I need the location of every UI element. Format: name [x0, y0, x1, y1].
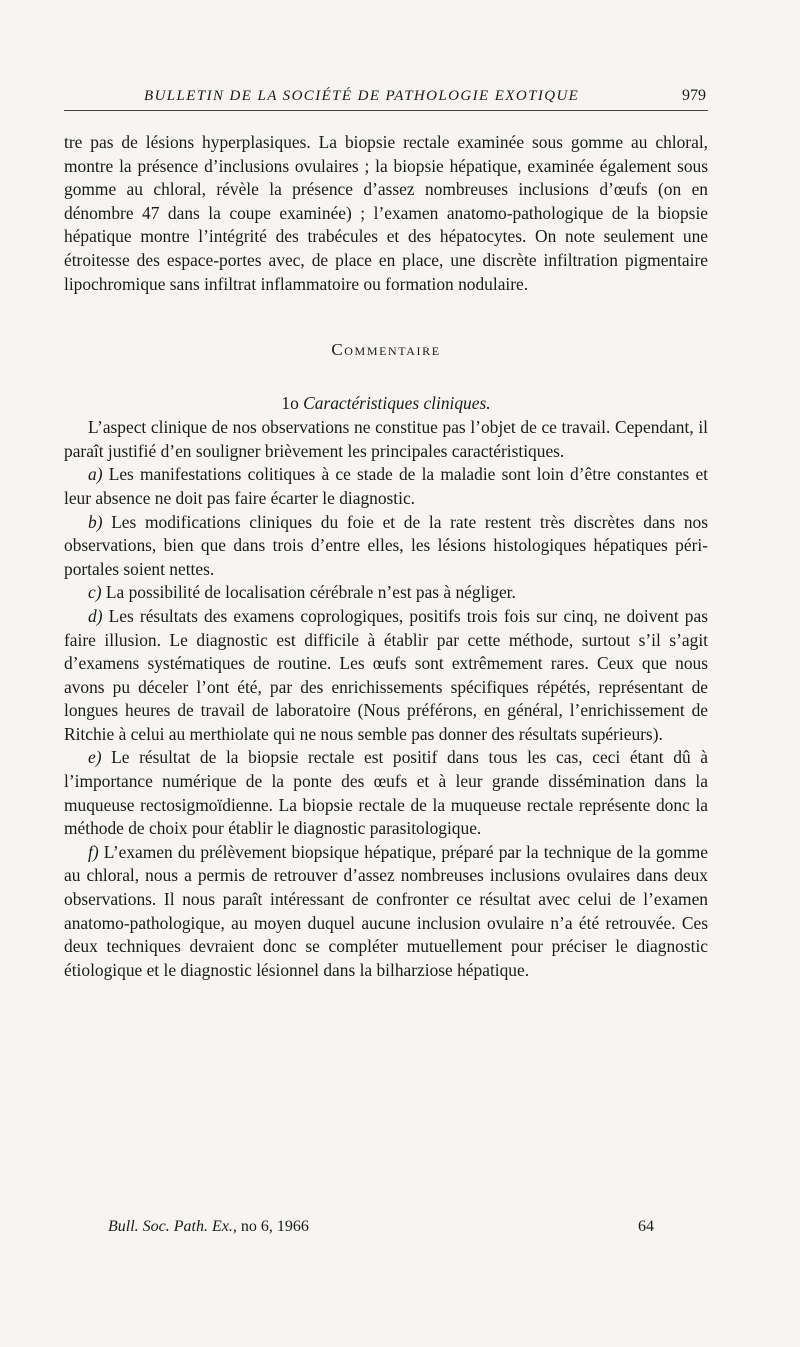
subsection-number: 1o [281, 393, 299, 414]
journal-abbreviation: Bull. Soc. Path. Ex. [108, 1218, 233, 1235]
article-body [64, 131, 708, 982]
page-footer [64, 1218, 708, 1242]
subsection-title: Caractéristiques cliniques. [303, 393, 491, 414]
item-text: Les modifications cliniques du foie et de la rate restent très discrètes dans nos observations, bien que dans trois d’entre elles, les lésions histologiques hépatiques péri-portales soient nettes. [64, 511, 708, 579]
item-text: La possibilité de localisation cérébrale n’est pas à négliger. [105, 582, 516, 603]
signature-mark: 64 [638, 1218, 654, 1235]
item-letter: e) [88, 747, 102, 768]
list-item-e [64, 746, 708, 840]
item-letter: f) [88, 841, 99, 862]
issue-info: , no 6, 1966 [232, 1218, 309, 1235]
item-text: L’examen du prélèvement biopsique hépatique, préparé par la technique de la gomme au chloral, nous a permis de retrouver d’assez nombreuses inclusions ovulaires dans deux observations. Il nous paraît intéressant de confronter ce résultat avec celui de l’examen anatomo-pathologique, au moyen duquel aucune inclusion ovulaire n’a été retrouvée. Ces deux techniques devraient donc se compléter mutuellement pour préciser le diagnostic étiologique et le diagnostic lésionnel dans la bilharziose hépatique. [64, 841, 708, 980]
item-text: Les résultats des examens coprologiques, positifs trois fois sur cinq, ne doivent pas faire illusion. Le diagnostic est difficile à établir par cette méthode, surtout s’il s’agit d’examens systématiques de routine. Les œufs sont extrêmement rares. Ceux que nous avons pu déceler l’ont été, par des enrichissements spécifiques répétés, représentant de longues heures de travail de laboratoire (Nous préférons, en général, l’enrichissement de Ritchie à celui au merthiolate qui ne nous semble pas donner des résultats supérieurs). [64, 605, 708, 744]
item-letter: a) [88, 464, 103, 485]
list-item-f [64, 841, 708, 983]
list-item-c [64, 581, 708, 605]
list-item-d [64, 605, 708, 747]
item-letter: c) [88, 582, 102, 603]
intro-paragraph: tre pas de lésions hyperplasiques. La biopsie rectale examinée sous gomme au chloral, montre la présence d’inclusions ovulaires ; la biopsie hépatique, examinée également sous gomme au chloral, révèle la présence d’assez nombreuses inclusions d’œufs (on en dénombre 47 dans la coupe examinée) ; l’examen anatomo-pathologique de la biopsie hépatique montre l’intégrité des trabécules et des hépatocytes. On note seulement une étroitesse des espace-portes avec, de place en place, une discrète infiltration pigmentaire lipochromique sans infiltrat inflammatoire ou formation nodulaire. [64, 132, 708, 294]
item-text: Le résultat de la biopsie rectale est positif dans tous les cas, ceci étant dû à l’importance numérique de la ponte des œufs et à leur grande dissémination dans la muqueuse rectosigmoïdienne. La biopsie rectale de la muqueuse rectale représente donc la méthode de choix pour établir le diagnostic parasitologique. [64, 747, 708, 839]
header-rule [64, 110, 708, 111]
page-number: 979 [682, 87, 706, 104]
clinical-intro-paragraph: L’aspect clinique de nos observations ne constitue pas l’objet de ce travail. Cependant, il paraît justifié d’en souligner brièvement les principales caractéristiques. [64, 417, 708, 461]
list-item-a [64, 463, 708, 510]
running-header [64, 82, 708, 110]
section-heading: Commentaire [331, 340, 441, 360]
item-letter: d) [88, 605, 103, 626]
item-letter: b) [88, 511, 103, 532]
item-text: Les manifestations colitiques à ce stade de la maladie sont loin d’être constantes et leur absence ne doit pas faire écarter le diagnostic. [64, 464, 708, 508]
journal-page [64, 82, 708, 1235]
running-title: BULLETIN DE LA SOCIÉTÉ DE PATHOLOGIE EXOTIQUE [144, 88, 580, 104]
subsection-heading [64, 392, 708, 416]
list-item-b [64, 511, 708, 582]
footer-citation [108, 1218, 309, 1236]
